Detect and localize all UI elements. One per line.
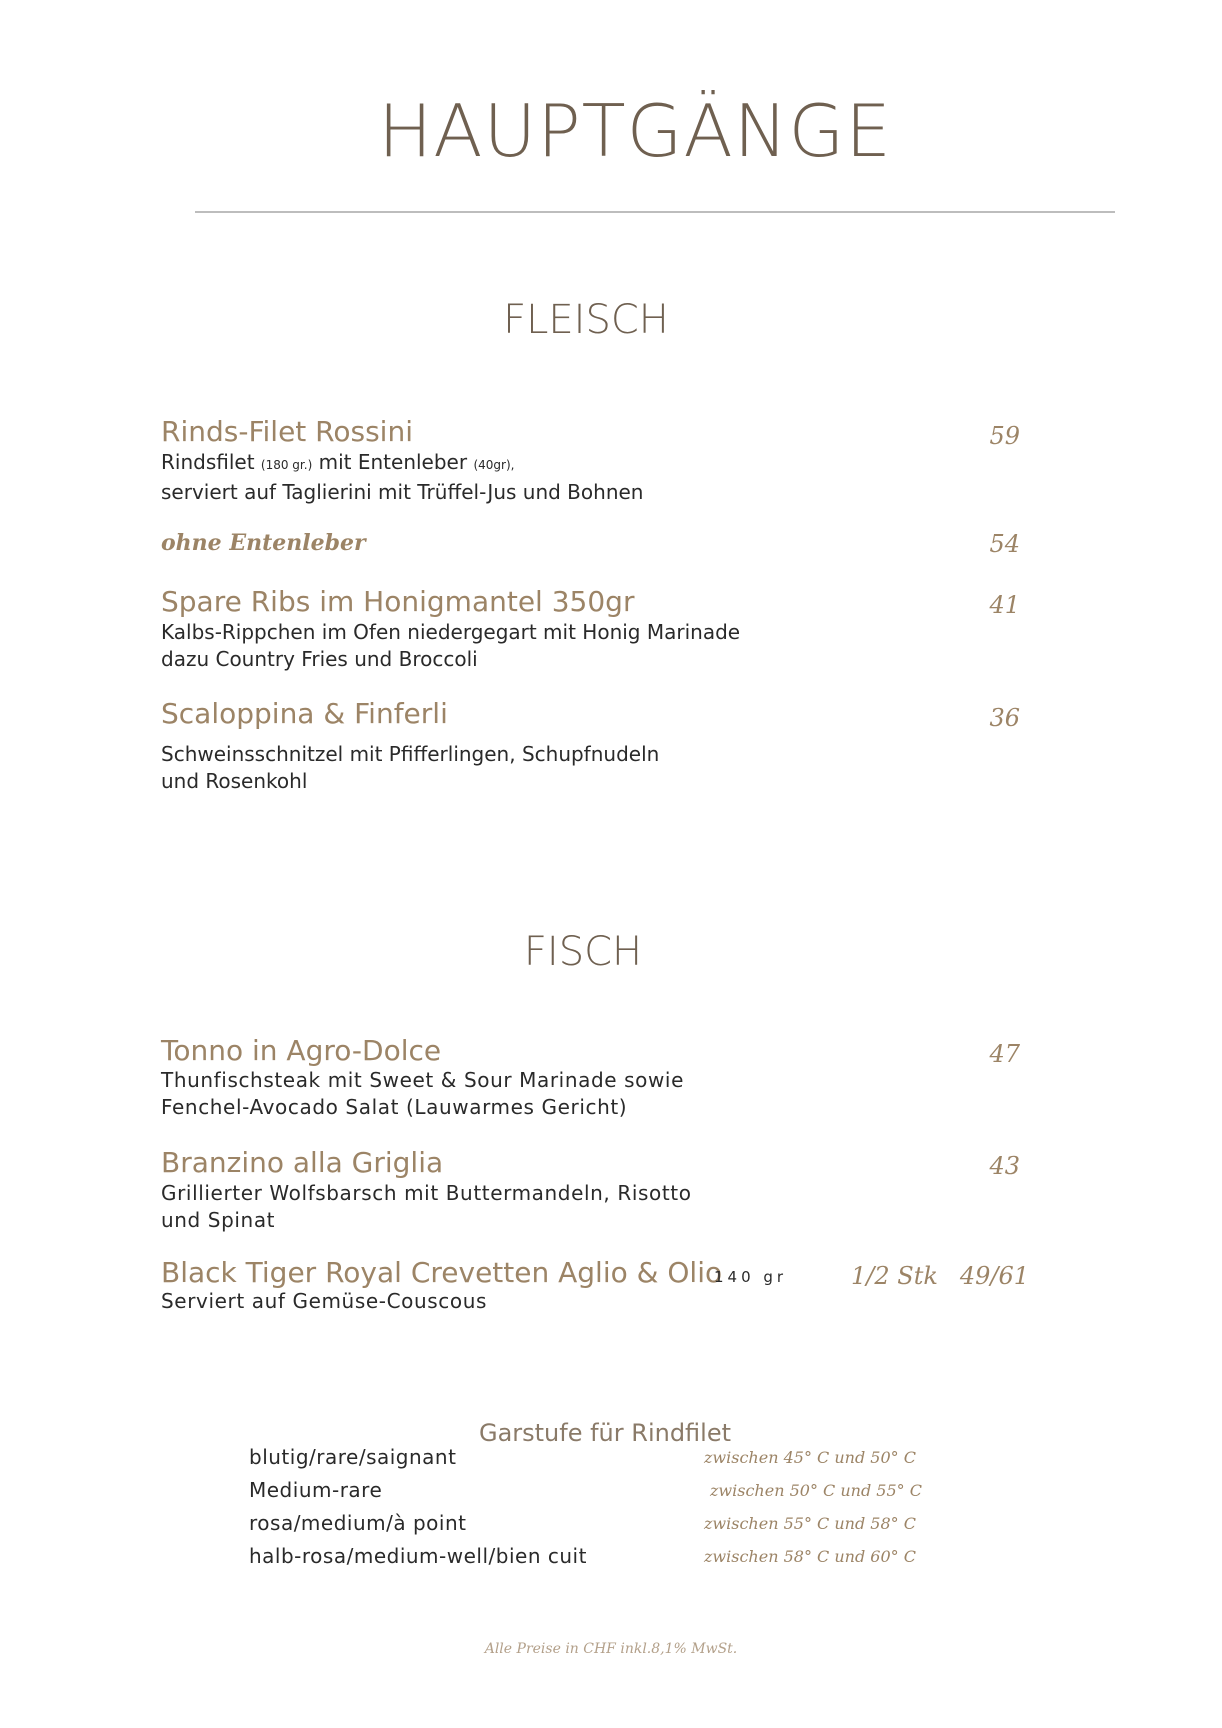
dish-description: Thunfischsteak mit Sweet & Sour Marinade sowie Fenchel-Avocado Salat (Lauwarmes Gericht) [161, 1068, 684, 1119]
dish-name: Scaloppina & Finferli [161, 697, 448, 730]
doneness-label: halb-rosa/medium-well/bien cuit [249, 1544, 587, 1568]
doneness-range: zwischen 55° C und 58° C [704, 1514, 916, 1533]
dish-name: Black Tiger Royal Crevetten Aglio & Olio [161, 1256, 723, 1289]
dish-variant-price: 54 [989, 530, 1020, 558]
price-footnote: Alle Preise in CHF inkl.8,1% MwSt. [484, 1641, 738, 1657]
dish-quantity-note: 1/2 Stk [851, 1262, 938, 1290]
title-divider [195, 211, 1115, 213]
dish-name: Rinds-Filet Rossini [161, 415, 413, 448]
doneness-range: zwischen 58° C und 60° C [704, 1547, 916, 1566]
dish-weight-note: 140 gr [714, 1268, 788, 1286]
section-heading-fisch: FISCH [523, 929, 643, 975]
dish-description: Schweinsschnitzel mit Pfifferlingen, Schupfnudeln und Rosenkohl [161, 742, 660, 793]
page-title: HAUPTGÄNGE [378, 89, 892, 173]
dish-description: Rindsfilet (180 gr.) mit Entenleber (40gr), serviert auf Taglierini mit Trüffel-Jus und Bohnen [161, 450, 644, 504]
doneness-label: Medium-rare [249, 1478, 383, 1502]
doneness-label: blutig/rare/saignant [249, 1445, 457, 1469]
dish-description: Kalbs-Rippchen im Ofen niedergegart mit Honig Marinade dazu Country Fries und Broccoli [161, 620, 741, 671]
dish-name: Spare Ribs im Honigmantel 350gr [161, 585, 635, 618]
dish-price: 43 [989, 1152, 1020, 1180]
dish-variant-name: ohne Entenleber [161, 530, 366, 556]
section-heading-fleisch: FLEISCH [503, 297, 669, 343]
doneness-range: zwischen 45° C und 50° C [704, 1448, 916, 1467]
doneness-table-title: Garstufe für Rindfilet [478, 1419, 732, 1447]
doneness-range: zwischen 50° C und 55° C [710, 1481, 922, 1500]
dish-description: Serviert auf Gemüse-Couscous [161, 1289, 487, 1313]
dish-price: 49/61 [959, 1262, 1029, 1290]
dish-name: Tonno in Agro-Dolce [161, 1034, 442, 1067]
dish-description: Grillierter Wolfsbarsch mit Buttermandeln, Risotto und Spinat [161, 1181, 692, 1232]
dish-price: 41 [989, 591, 1020, 619]
dish-name: Branzino alla Griglia [161, 1146, 444, 1179]
dish-price: 36 [989, 704, 1020, 732]
dish-price: 59 [989, 422, 1020, 450]
dish-price: 47 [989, 1040, 1020, 1068]
doneness-label: rosa/medium/à point [249, 1511, 467, 1535]
